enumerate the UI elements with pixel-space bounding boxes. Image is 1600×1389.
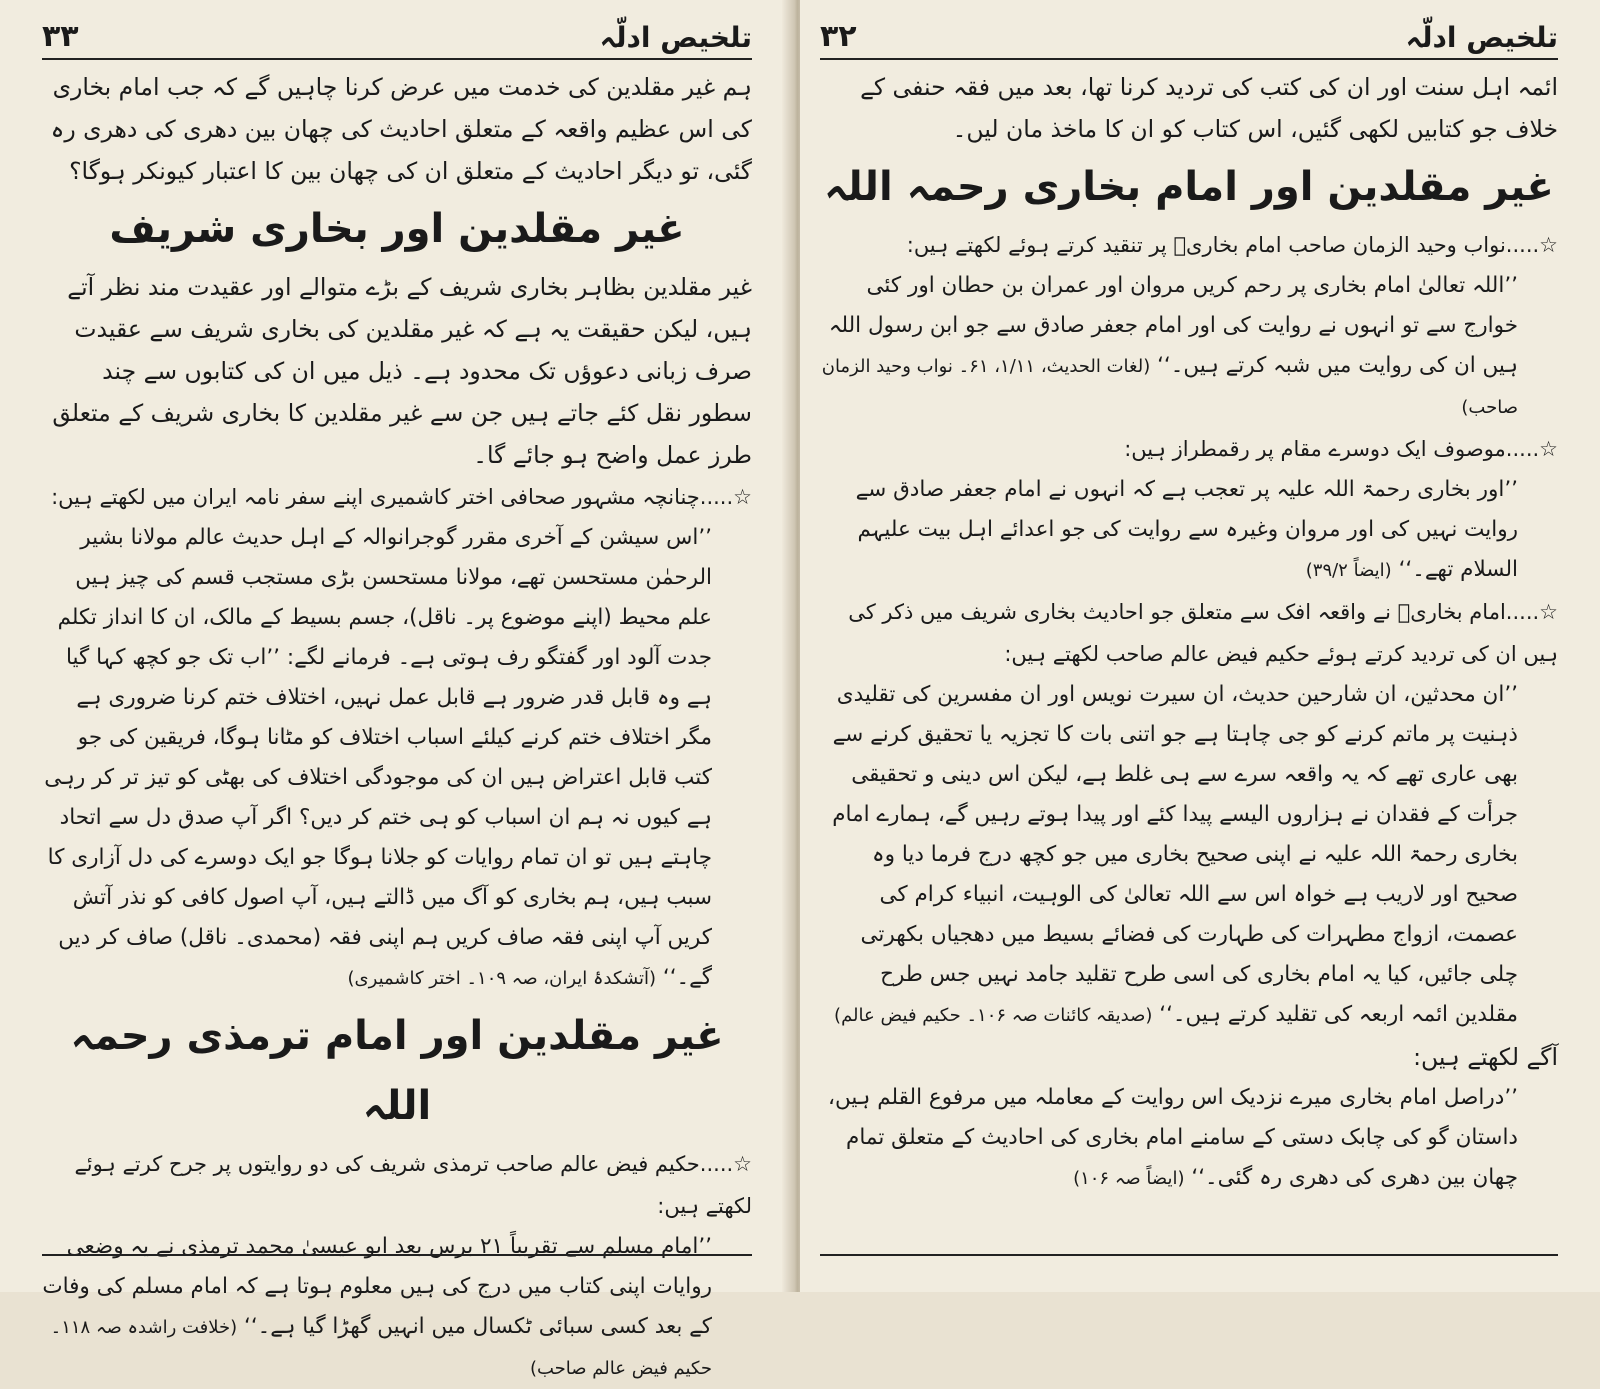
quotation bbox=[42, 1227, 752, 1389]
intro-paragraph: ہم غیر مقلدین کی خدمت میں عرض کرنا چاہیں گے کہ جب امام بخاری کی اس عظیم واقعہ کے متعلق احادیث کی چھان بین دھری کی دھری رہ گئی، تو دیگر احادیث کے متعلق ان کی چھان بین کا اعتبار کیونکر ہوگا؟ bbox=[50, 73, 752, 185]
section-heading: غیر مقلدین اور امام ترمذی رحمہ اللہ bbox=[70, 1013, 724, 1129]
section-heading: غیر مقلدین اور بخاری شریف bbox=[109, 206, 685, 252]
right-page-body bbox=[820, 66, 1558, 1199]
quotation bbox=[820, 266, 1558, 428]
quotation-text: ’’امام مسلم سے تقریباً ۲۱ برس بعد ابو عیسیٰ محمد ترمذی نے یہ وضعی روایات اپنی کتاب میں درج کی ہیں معلوم ہوتا ہے کہ امام مسلم کی وفات کے بعد کسی سبائی ٹکسال میں انہیں گھڑا گیا ہے۔‘‘ bbox=[42, 1234, 712, 1339]
body-paragraph: غیر مقلدین بظاہر بخاری شریف کے بڑے متوالے اور عقیدت مند نظر آتے ہیں، لیکن حقیقت یہ ہے کہ غیر مقلدین کی بخاری شریف سے عقیدت صرف زبانی دعوؤں تک محدود ہے۔ ذیل میں ان کی کتابوں سے چند سطور نقل کئے جاتے ہیں جن سے غیر مقلدین کا بخاری شریف کے متعلق طرز عمل واضح ہو جائے گا۔ bbox=[52, 273, 752, 469]
item-intro: ☆.....حکیم فیض عالم صاحب ترمذی شریف کی دو روایتوں پر جرح کرتے ہوئے لکھتے ہیں: bbox=[74, 1152, 752, 1218]
item-intro: ☆.....امام بخاریؒ نے واقعہ افک سے متعلق جو احادیث بخاری شریف میں ذکر کی ہیں ان کی تردید کرتے ہوئے حکیم فیض عالم صاحب لکھتے ہیں: bbox=[848, 600, 1558, 666]
left-page-header bbox=[42, 0, 752, 58]
quotation bbox=[820, 1078, 1558, 1199]
header-rule bbox=[42, 58, 752, 60]
right-page bbox=[800, 0, 1600, 1292]
intro-paragraph: ائمہ اہل سنت اور ان کی کتب کی تردید کرنا تھا، بعد میں فقہ حنفی کے خلاف جو کتابیں لکھی گئیں، اس کتاب کو ان کا ماخذ مان لیں۔ bbox=[860, 73, 1558, 143]
left-page-body bbox=[42, 66, 752, 1389]
right-page-header bbox=[820, 0, 1558, 58]
reference: (صدیقہ کائنات صہ ۱۰۶۔ حکیم فیض عالم) bbox=[834, 1005, 1153, 1026]
running-title: تلخیص ادلّہ bbox=[1405, 21, 1558, 54]
footer-rule bbox=[820, 1254, 1558, 1256]
page-number: ۳۳ bbox=[42, 19, 79, 54]
item-intro: ☆.....موصوف ایک دوسرے مقام پر رقمطراز ہیں: bbox=[1124, 437, 1558, 461]
item-intro: ☆.....چنانچہ مشہور صحافی اختر کاشمیری اپنے سفر نامہ ایران میں لکھتے ہیں: bbox=[51, 485, 752, 509]
quotation-text: ’’اللہ تعالیٰ امام بخاری پر رحم کریں مروان اور عمران بن حطان اور کئی خوارج سے تو انہوں نے روایت کی اور امام جعفر صادق سے جو ابن رسول اللہ ہیں ان کی روایت میں شبہ کرتے ہیں۔‘‘ bbox=[828, 273, 1518, 378]
item-intro: آگے لکھتے ہیں: bbox=[1413, 1043, 1558, 1071]
reference: (آتشکدۂ ایران، صہ ۱۰۹۔ اختر کاشمیری) bbox=[347, 968, 657, 989]
reference: (خلافت راشدہ صہ ۱۱۸۔ حکیم فیض عالم صاحب) bbox=[50, 1317, 712, 1379]
running-title: تلخیص ادلّہ bbox=[599, 21, 752, 54]
quotation bbox=[820, 675, 1558, 1036]
footer-rule bbox=[42, 1254, 752, 1256]
item-intro: ☆.....نواب وحید الزمان صاحب امام بخاریؒ پر تنقید کرتے ہوئے لکھتے ہیں: bbox=[906, 233, 1558, 257]
quotation-text: ’’اس سیشن کے آخری مقرر گوجرانوالہ کے اہل حدیث عالم مولانا بشیر الرحمٰن مستحسن تھے، مولانا مستحسن بڑی مستجب قسم کی چیز ہیں علم محیط (اپنے موضوع پر۔ ناقل)، جسم بسیط کے مالک، ان کا انداز تکلم جدت آلود اور گفتگو رف ہوتی ہے۔ فرمانے لگے: ’’اب تک جو کچھ کہا گیا ہے وہ قابل قدر ضرور ہے قابل عمل نہیں، اختلاف ختم کرنا ضروری ہے مگر اختلاف ختم کرنے کیلئے اسباب اختلاف کو مٹانا ہوگا، فریقین کی جو کتب قابل اعتراض ہیں ان کی موجودگی اختلاف کی بھٹی کو تیز تر کر رہی ہے کیوں نہ ہم ان اسباب کو ہی ختم کر دیں؟ اگر آپ صدق دل سے اتحاد چاہتے ہیں تو ان تمام روایات کو جلانا ہوگا جو ایک دوسرے کی دل آزاری کا سبب ہیں، ہم بخاری کو آگ میں ڈالتے ہیں، آپ اصول کافی کو نذر آتش کریں آپ اپنی فقہ صاف کریں ہم اپنی فقہ (محمدی۔ ناقل) صاف کر دیں گے۔‘‘ bbox=[44, 525, 712, 990]
reference: (ایضاً ۳۹/۲) bbox=[1305, 560, 1392, 581]
quotation-text: ’’ان محدثین، ان شارحین حدیث، ان سیرت نویس اور ان مفسرین کی تقلیدی ذہنیت پر ماتم کرنے کو جی چاہتا ہے جو اتنی بات کا تجزیہ یا تحقیق کرنے سے بھی عاری تھے کہ یہ واقعہ سرے سے ہی غلط ہے، لیکن اس دینی و تحقیقی جرأت کے فقدان نے ہزاروں الیسے پیدا کئے اور پیدا ہوتے رہیں گے، ہمارے امام بخاری رحمۃ اللہ علیہ نے اپنی صحیح بخاری میں جو کچھ درج فرما دیا وہ صحیح اور لاریب ہے خواہ اس سے اللہ تعالیٰ کی الوہیت، انبیاء کرام کی عصمت، ازواج مطہرات کی طہارت کی فضائے بسیط میں دھجیاں بکھرتی چلی جائیں، کیا یہ امام بخاری کی اسی طرح تقلید جامد نہیں جس طرح مقلدین ائمہ اربعہ کی تقلید کرتے ہیں۔‘‘ bbox=[832, 682, 1518, 1027]
reference: (ایضاً صہ ۱۰۶) bbox=[1073, 1168, 1185, 1189]
left-page bbox=[0, 0, 790, 1379]
reference: (لغات الحدیث، ۱/۱۱، ۶۱۔ نواب وحید الزمان صاحب) bbox=[821, 356, 1518, 418]
section-heading: غیر مقلدین اور امام بخاری رحمہ اللہ bbox=[824, 164, 1554, 210]
quotation bbox=[820, 470, 1558, 591]
quotation bbox=[42, 518, 752, 999]
quotation-text: ’’دراصل امام بخاری میرے نزدیک اس روایت کے معاملہ میں مرفوع القلم ہیں، داستان گو کی چابک دستی کے سامنے امام بخاری کی احادیث کے متعلق تمام چھان بین دھری کی دھری رہ گئی۔‘‘ bbox=[828, 1085, 1518, 1190]
quotation-text: ’’اور بخاری رحمۃ اللہ علیہ پر تعجب ہے کہ انہوں نے امام جعفر صادق سے روایت نہیں کی اور مروان وغیرہ سے روایت کی جو اعدائے اہل بیت علیہم السلام تھے۔‘‘ bbox=[855, 477, 1518, 582]
page-number: ۳۲ bbox=[820, 19, 857, 54]
header-rule bbox=[820, 58, 1558, 60]
